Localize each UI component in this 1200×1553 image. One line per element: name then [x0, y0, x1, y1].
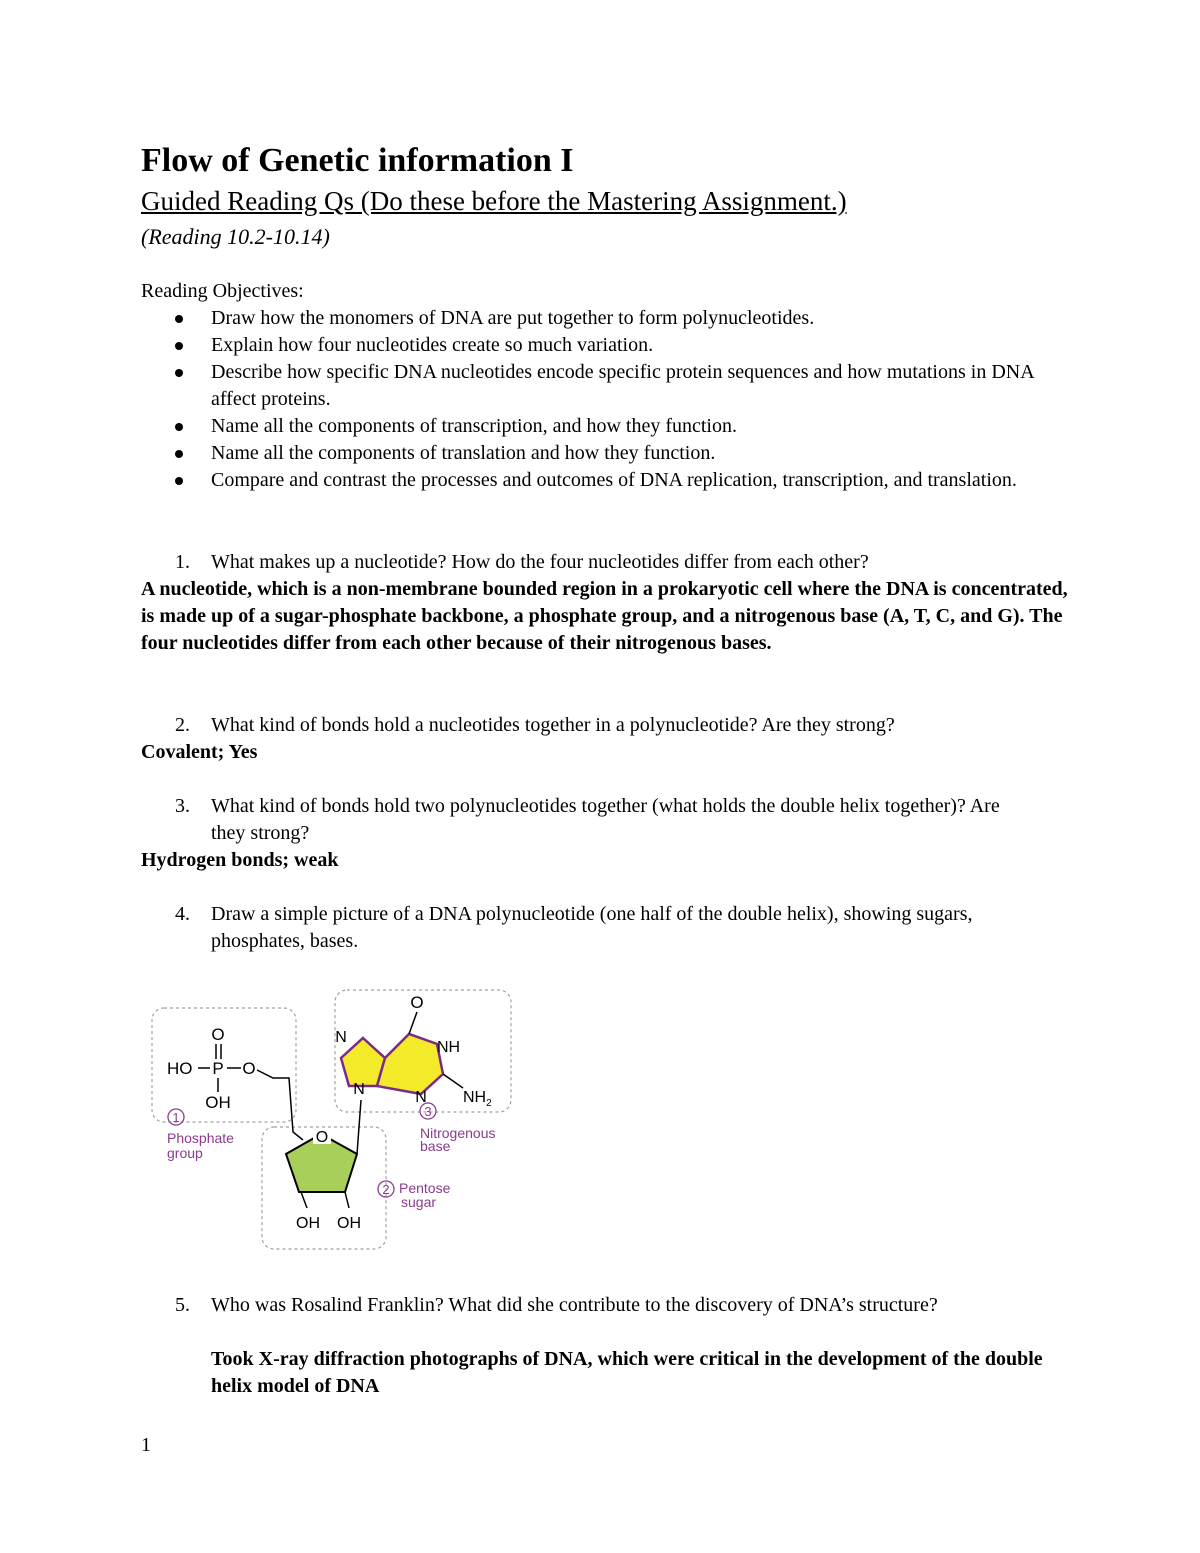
base-label: Nitrogenous — [420, 1125, 496, 1141]
list-item: Explain how four nucleotides create so much variation. — [141, 332, 1061, 359]
question-number: 4. — [175, 903, 190, 925]
answer-text: Covalent; Yes — [141, 741, 258, 763]
question-text: What makes up a nucleotide? How do the four nucleotides differ from each other? — [211, 551, 869, 573]
objectives-heading: Reading Objectives: — [141, 280, 304, 302]
phosphate-p: P — [212, 1059, 224, 1078]
reading-range: (Reading 10.2-10.14) — [141, 224, 330, 249]
page-title: Flow of Genetic information I — [141, 142, 574, 179]
base-n-ring: N — [415, 1089, 427, 1106]
sugar-oxygen: O — [315, 1129, 329, 1146]
base-label-2: base — [420, 1138, 451, 1154]
list-item: Compare and contrast the processes and outcomes of DNA replication, transcription, and translation. — [141, 467, 1061, 494]
question-text: Who was Rosalind Franklin? What did she contribute to the discovery of DNA’s structure? — [211, 1294, 938, 1316]
answer-text: A nucleotide, which is a non-membrane bounded region in a prokaryotic cell where the DNA is concentrated, is made up of a sugar-phosphate backbone, a phosphate group, and a nitrogenous base (A, T, C, and G). The four nucleotides differ from each other because of their nitrogenous bases. — [141, 578, 1068, 654]
page-subtitle: Guided Reading Qs (Do these before the Mastering Assignment.) — [141, 186, 847, 216]
sugar-oh-1: OH — [296, 1215, 320, 1232]
phosphate-label-2: group — [167, 1145, 203, 1161]
list-item: Describe how specific DNA nucleotides encode specific protein sequences and how mutations in DNA affect proteins. — [141, 359, 1061, 413]
list-item: Draw how the monomers of DNA are put together to form polynucleotides. — [141, 305, 1061, 332]
question-number: 3. — [175, 795, 190, 817]
sugar-label: Pentose — [399, 1180, 451, 1196]
question-text: What kind of bonds hold a nucleotides together in a polynucleotide? Are they strong? — [211, 714, 895, 736]
question-text: Draw a simple picture of a DNA polynucleotide (one half of the double helix), showing sugars, phosphates, bases. — [211, 903, 973, 952]
svg-text:1: 1 — [172, 1110, 180, 1125]
base-oxygen: O — [410, 993, 424, 1012]
answer-text: Took X-ray diffraction photographs of DNA, which were critical in the development of the double helix model of DNA — [211, 1348, 1043, 1397]
question-text: What kind of bonds hold two polynucleotides together (what holds the double helix together)? Are they strong? — [211, 795, 1000, 844]
bullet-icon — [175, 315, 183, 323]
svg-text:3: 3 — [424, 1104, 432, 1119]
phosphate-oh: OH — [205, 1093, 231, 1112]
bullet-icon — [175, 477, 183, 485]
bullet-icon — [175, 369, 183, 377]
base-nh2: $NH_2$ — [463, 1089, 492, 1109]
base-n-top: N — [335, 1029, 347, 1046]
nucleotide-diagram — [141, 982, 513, 1262]
base-n-bottom: N — [353, 1081, 365, 1098]
base-six-ring — [377, 1034, 443, 1094]
phosphate-oxygen-double: O — [211, 1025, 225, 1044]
answer-text: Hydrogen bonds; weak — [141, 849, 339, 871]
question-number: 5. — [175, 1294, 190, 1316]
base-nh: NH — [437, 1039, 461, 1056]
bullet-icon — [175, 450, 183, 458]
bullet-icon — [175, 423, 183, 431]
question-number: 2. — [175, 714, 190, 736]
objectives-list — [141, 305, 1061, 494]
phosphate-label: Phosphate — [167, 1130, 234, 1146]
svg-text:2: 2 — [382, 1182, 390, 1197]
page-number: 1 — [141, 1434, 151, 1456]
phosphate-ho: HO — [167, 1059, 193, 1078]
bullet-icon — [175, 342, 183, 350]
phosphate-oxygen-link: O — [242, 1059, 256, 1078]
list-item: Name all the components of translation and how they function. — [141, 440, 1061, 467]
sugar-label-2: sugar — [401, 1194, 437, 1210]
list-item: Name all the components of transcription, and how they function. — [141, 413, 1061, 440]
sugar-oh-2: OH — [337, 1215, 361, 1232]
question-number: 1. — [175, 551, 190, 573]
